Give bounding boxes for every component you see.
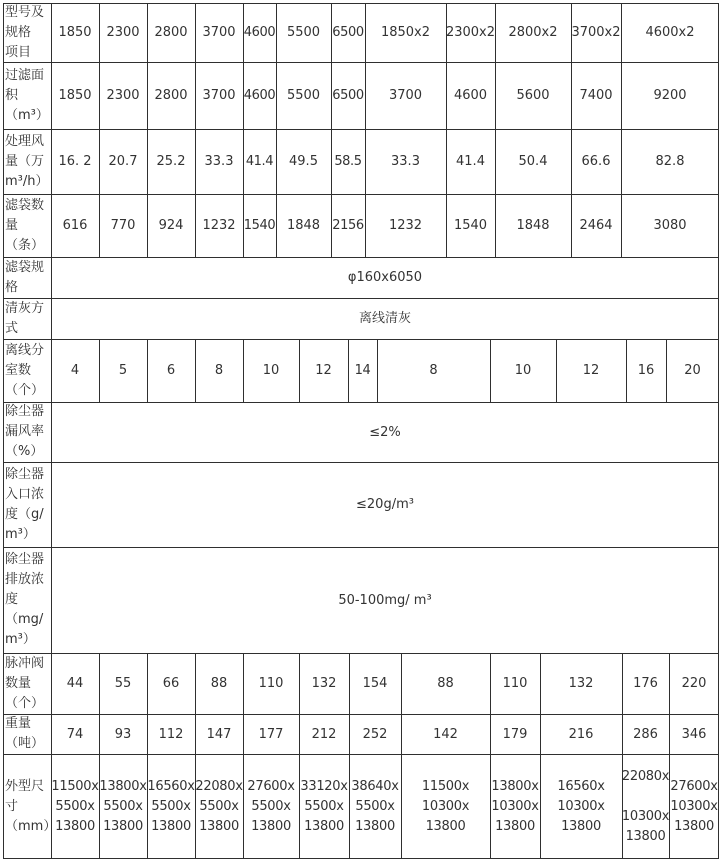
table-cell: 2156 xyxy=(332,218,364,233)
table-cell: 212 xyxy=(311,726,337,742)
table-cell: 3700 xyxy=(388,88,423,103)
table-cell: 4600 xyxy=(243,25,276,40)
table-cell: 16 xyxy=(637,363,655,378)
table-cell: 1540 xyxy=(243,218,276,233)
table-cell: 27600x 5500x 13800 xyxy=(247,778,295,834)
table-cell-merged: ≤20g/m³ xyxy=(356,497,414,512)
table-cell: 82.8 xyxy=(655,154,685,169)
table-cell: 346 xyxy=(681,726,707,742)
table-cell: 6500 xyxy=(332,88,364,103)
table-cell: 2464 xyxy=(579,218,613,233)
table-cell: 4600 xyxy=(453,88,488,103)
table-cell: 33.3 xyxy=(391,154,420,169)
row-label: 重量 （吨） xyxy=(5,716,45,751)
table-cell-merged: ≤2% xyxy=(369,424,401,440)
table-cell: 252 xyxy=(362,726,388,742)
table-cell: 38640x 5500x 13800 xyxy=(351,778,399,834)
table-cell: 8 xyxy=(429,363,438,378)
table-cell: 6500 xyxy=(332,25,364,40)
table-cell: 5600 xyxy=(516,88,550,103)
table-cell: 20 xyxy=(684,363,701,378)
table-cell: 22080x 5500x 13800 xyxy=(195,778,243,834)
table-cell: 3700 xyxy=(202,88,236,103)
table-cell: 110 xyxy=(502,676,528,691)
table-cell: 286 xyxy=(633,726,658,742)
table-cell: 10 xyxy=(514,363,532,378)
table-cell: 179 xyxy=(502,726,528,742)
table-cell: 220 xyxy=(681,676,707,691)
row-label: 处理风 量（万 m³/h） xyxy=(5,133,49,189)
table-cell: 176 xyxy=(633,676,658,691)
table-cell: 1540 xyxy=(453,218,488,233)
table-cell: 2800 xyxy=(154,25,188,40)
table-cell: 2300 xyxy=(106,88,140,103)
table-cell: 1850 xyxy=(58,88,92,103)
row-label: 除尘器 入口浓 度（g/ m³） xyxy=(5,466,45,542)
table-cell: 4600x2 xyxy=(645,25,695,40)
table-cell: 1850 xyxy=(58,25,92,40)
table-cell: 4 xyxy=(70,363,80,378)
row-label: 除尘器 排放浓 度 （mg/ m³） xyxy=(5,552,45,647)
table-cell: 132 xyxy=(311,676,337,691)
table-cell: 2800 xyxy=(154,88,188,103)
row-label: 脉冲阀 数量 （个） xyxy=(5,655,45,711)
table-cell-merged: 50-100mg/ m³ xyxy=(338,592,432,608)
table-cell: 1848 xyxy=(516,218,550,233)
table-cell: 10 xyxy=(262,363,280,378)
table-cell: 74 xyxy=(66,726,84,742)
row-label: 清灰方 式 xyxy=(5,300,45,336)
table-cell: 20.7 xyxy=(108,154,138,169)
table-cell: 49.5 xyxy=(289,154,318,169)
table-cell: 12 xyxy=(582,363,600,378)
table-cell: 50.4 xyxy=(518,154,548,169)
table-cell: 216 xyxy=(568,726,594,742)
table-cell-merged: φ160x6050 xyxy=(347,270,423,285)
row-label: 滤袋规 格 xyxy=(5,259,45,295)
table-cell: 2300 xyxy=(106,25,140,40)
table-cell: 93 xyxy=(114,726,132,742)
row-label: 型号及 规格 项目 xyxy=(5,4,45,60)
table-cell: 33.3 xyxy=(204,154,234,169)
table-cell-merged: 离线清灰 xyxy=(358,311,411,326)
table-cell: 66 xyxy=(162,676,180,691)
table-cell: 154 xyxy=(362,676,388,691)
table-cell: 11500x 5500x 13800 xyxy=(51,778,99,834)
table-cell: 44 xyxy=(66,676,84,691)
table-cell: 13800x 10300x 13800 xyxy=(491,778,539,834)
row-label: 过滤面 积 （m³） xyxy=(5,67,49,123)
table-cell: 6 xyxy=(166,363,176,378)
table-cell: 12 xyxy=(315,363,332,378)
table-cell: 8 xyxy=(214,363,224,378)
table-cell: 27600x 10300x 13800 xyxy=(670,778,718,834)
table-cell: 1848 xyxy=(286,218,321,233)
row-label: 外型尺 寸 （mm） xyxy=(5,778,57,834)
row-label: 除尘器 漏风率 （%） xyxy=(5,404,45,459)
table-cell: 142 xyxy=(433,726,458,742)
table-cell: 41.4 xyxy=(245,154,274,169)
table-cell: 2800x2 xyxy=(508,25,558,40)
table-cell: 58.5 xyxy=(334,154,362,169)
table-cell: 1232 xyxy=(202,218,236,233)
row-label: 滤袋数 量 （条） xyxy=(5,197,45,253)
table-cell: 9200 xyxy=(653,88,687,103)
table-cell: 147 xyxy=(206,726,232,742)
table-cell: 25.2 xyxy=(156,154,186,169)
table-cell: 41.4 xyxy=(456,154,485,169)
table-cell: 1850x2 xyxy=(380,25,431,40)
table-cell: 11500x 10300x 13800 xyxy=(421,778,470,834)
table-cell: 924 xyxy=(158,218,184,233)
table-cell: 132 xyxy=(568,676,594,691)
table-cell: 16560x 5500x 13800 xyxy=(147,778,195,834)
table-cell: 3080 xyxy=(653,218,687,233)
table-cell: 5 xyxy=(118,363,128,378)
table-cell: 33120x 5500x 13800 xyxy=(300,778,348,834)
table-cell: 2300x2 xyxy=(445,25,496,40)
table-cell: 66.6 xyxy=(581,154,611,169)
table-cell: 22080x 10300x 13800 xyxy=(621,768,670,844)
table-cell: 770 xyxy=(110,218,136,233)
table-cell: 177 xyxy=(258,726,284,742)
table-cell: 55 xyxy=(114,676,132,691)
table-cell: 3700 xyxy=(202,25,236,40)
row-label: 离线分 室数 （个） xyxy=(5,342,45,398)
table-cell: 4600 xyxy=(243,88,276,103)
table-cell: 3700x2 xyxy=(571,25,621,40)
table-cell: 110 xyxy=(258,676,284,691)
table-cell: 5500 xyxy=(286,25,321,40)
table-cell: 1232 xyxy=(388,218,423,233)
table-cell: 14 xyxy=(354,363,371,378)
table-cell: 5500 xyxy=(286,88,321,103)
table-cell: 88 xyxy=(210,676,228,691)
table-cell: 7400 xyxy=(579,88,613,103)
table-cell: 616 xyxy=(62,218,88,233)
table-cell: 88 xyxy=(437,676,454,691)
table-cell: 16. 2 xyxy=(58,154,92,169)
table-cell: 13800x 5500x 13800 xyxy=(99,778,147,834)
table-cell: 112 xyxy=(158,726,184,742)
table-cell: 16560x 10300x 13800 xyxy=(557,778,605,834)
